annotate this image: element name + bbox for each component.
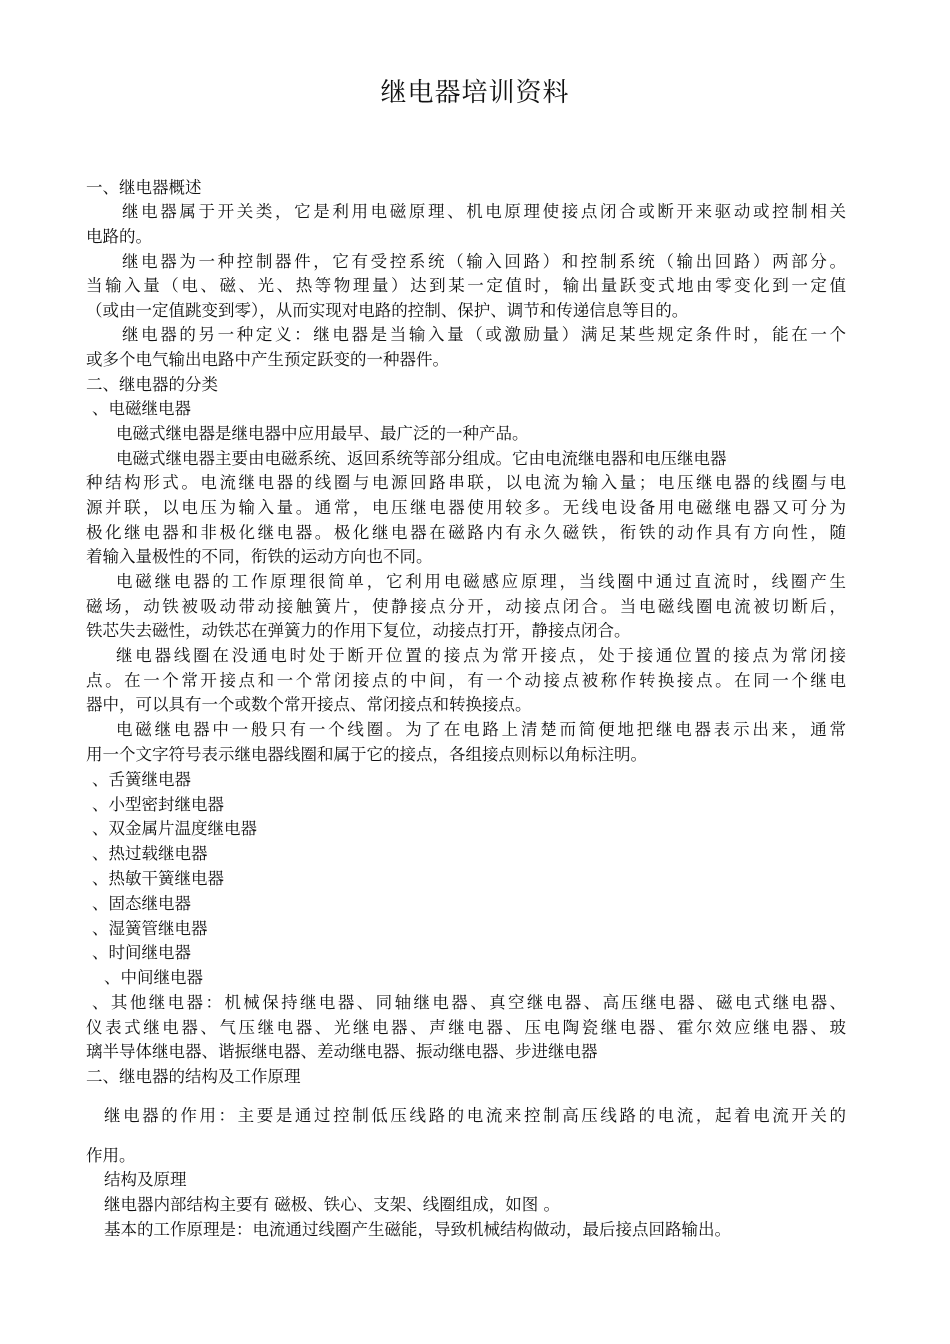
paragraph-line: 着输入量极性的不同，衔铁的运动方向也不同。: [86, 547, 433, 566]
paragraph-line: 种结构形式。电流继电器的线圈与电源回路串联，以电流为输入量；电压继电器的线圈与电: [86, 473, 846, 492]
paragraph-line: 点。在一个常开接点和一个常闭接点的中间，有一个动接点被称作转换接点。在同一个继电: [86, 671, 846, 690]
paragraph-line: 基本的工作原理是：电流通过线圈产生磁能，导致机械结构做动，最后接点回路输出。: [104, 1220, 731, 1239]
paragraph-line: 继电器属于开关类，它是利用电磁原理、机电原理使接点闭合或断开来驱动或控制相关: [122, 202, 846, 221]
paragraph-line: 电磁继电器中一般只有一个线圈。为了在电路上清楚而简便地把继电器表示出来，通常: [116, 720, 846, 739]
list-item: 、其他继电器：机械保持继电器、同轴继电器、真空继电器、高压继电器、磁电式继电器、: [92, 993, 846, 1012]
paragraph-line: 电路的。: [86, 227, 152, 246]
section-heading-structure: 二、继电器的结构及工作原理: [86, 1067, 301, 1086]
list-item: 、湿簧管继电器: [92, 919, 208, 938]
list-item: 、小型密封继电器: [92, 795, 224, 814]
paragraph-line: 极化继电器和非极化继电器。极化继电器在磁路内有永久磁铁，衔铁的动作具有方向性，随: [86, 523, 846, 542]
paragraph-line: 或多个电气输出电路中产生预定跃变的一种器件。: [86, 350, 449, 369]
paragraph-line: 器中，可以具有一个或数个常开接点、常闭接点和转换接点。: [86, 695, 532, 714]
paragraph-line: 用一个文字符号表示继电器线圈和属于它的接点，各组接点则标以角标注明。: [86, 745, 647, 764]
paragraph-line: 电磁式继电器主要由电磁系统、返回系统等部分组成。它由电流继电器和电压继电器: [116, 449, 727, 468]
paragraph-line: 继电器线圈在没通电时处于断开位置的接点为常开接点，处于接通位置的接点为常闭接: [116, 646, 846, 665]
paragraph-line: 铁芯失去磁性，动铁芯在弹簧力的作用下复位，动接点打开，静接点闭合。: [86, 621, 631, 640]
list-item: 、双金属片温度继电器: [92, 819, 257, 838]
paragraph-line: （或由一定值跳变到零），从而实现对电路的控制、保护、调节和传递信息等目的。: [86, 301, 689, 320]
paragraph-line: 电磁式继电器是继电器中应用最早、最广泛的一种产品。: [116, 424, 529, 443]
paragraph-line: 作用。: [86, 1146, 136, 1165]
subsection-heading: 、电磁继电器: [92, 399, 191, 418]
paragraph-line: 电磁继电器的工作原理很简单，它利用电磁感应原理，当线圈中通过直流时，线圈产生: [116, 572, 846, 591]
list-item: 、固态继电器: [92, 894, 191, 913]
paragraph-line: 磁场，动铁被吸动带动接触簧片，使静接点分开，动接点闭合。当电磁线圈电流被切断后，: [86, 597, 846, 616]
paragraph-line: 继电器为一种控制器件，它有受控系统（输入回路）和控制系统（输出回路）两部分。: [122, 252, 846, 271]
list-item: 、时间继电器: [92, 943, 191, 962]
list-item: 、舌簧继电器: [92, 770, 191, 789]
section-heading-classification: 二、继电器的分类: [86, 375, 218, 394]
subsection-heading: 结构及原理: [104, 1170, 187, 1189]
page-title: 继电器培训资料: [380, 78, 570, 108]
paragraph-line: 当输入量（电、磁、光、热等物理量）达到某一定值时，输出量跃变式地由零变化到一定值: [86, 276, 846, 295]
list-item: 、热敏干簧继电器: [92, 869, 224, 888]
list-item: 、中间继电器: [104, 968, 203, 987]
paragraph-line: 继电器内部结构主要有 磁极、铁心、支架、线圈组成，如图 。: [104, 1195, 560, 1214]
section-heading-overview: 一、继电器概述: [86, 178, 202, 197]
paragraph-line: 继电器的另一种定义：继电器是当输入量（或激励量）满足某些规定条件时，能在一个: [122, 325, 846, 344]
list-item: 、热过载继电器: [92, 844, 208, 863]
paragraph-line: 仪表式继电器、气压继电器、光继电器、声继电器、压电陶瓷继电器、霍尔效应继电器、玻: [86, 1018, 846, 1037]
paragraph-line: 继电器的作用：主要是通过控制低压线路的电流来控制高压线路的电流，起着电流开关的: [104, 1106, 846, 1125]
paragraph-line: 璃半导体继电器、谐振继电器、差动继电器、振动继电器、步进继电器: [86, 1042, 598, 1061]
paragraph-line: 源并联，以电压为输入量。通常，电压继电器使用较多。无线电设备用电磁继电器又可分为: [86, 498, 846, 517]
